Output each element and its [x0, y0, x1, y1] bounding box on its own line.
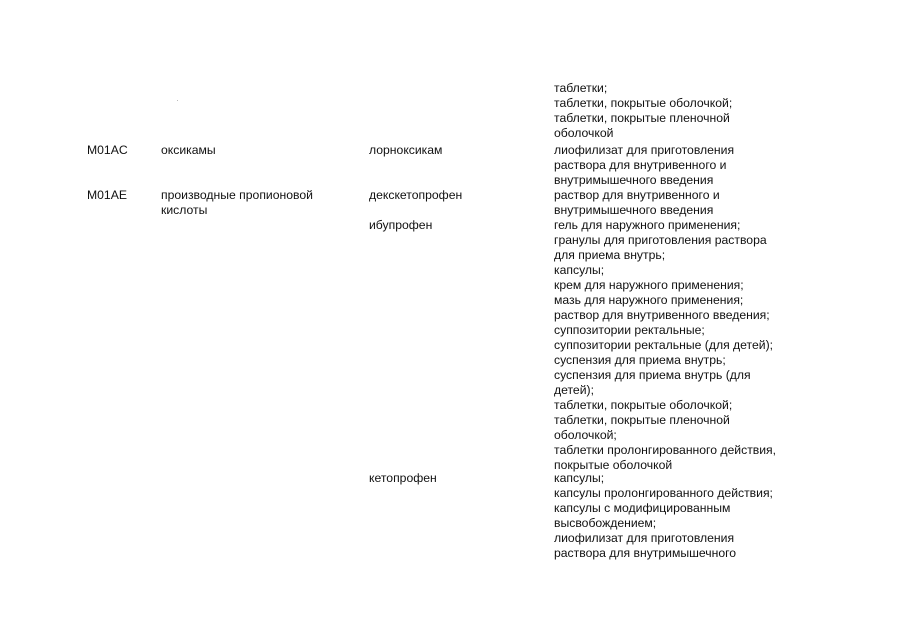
dosage-form-line: суппозитории ректальные; [554, 323, 705, 337]
dosage-forms-continued [554, 81, 732, 141]
dosage-form-line: таблетки, покрытые пленочной [554, 111, 730, 125]
dosage-form-line: капсулы с модифицированным [554, 501, 731, 515]
dosage-forms [554, 218, 776, 473]
dosage-form-line: оболочкой [554, 126, 614, 140]
dosage-form-line: таблетки, покрытые оболочкой; [554, 398, 733, 412]
dosage-forms [554, 471, 773, 561]
dosage-form-line: суппозитории ректальные (для детей); [554, 338, 774, 352]
dosage-form-line: оболочкой; [554, 428, 617, 442]
dosage-form-line: мазь для наружного применения; [554, 293, 744, 307]
dosage-form-line: раствора для внутримышечного [554, 546, 737, 560]
dosage-form-line: капсулы пролонгированного действия; [554, 486, 773, 500]
dosage-form-line: таблетки пролонгированного действия, [554, 443, 777, 457]
dosage-form-line: таблетки, покрытые оболочкой; [554, 96, 733, 110]
dosage-form-line: гранулы для приготовления раствора [554, 233, 767, 247]
dosage-form-line: суспензия для приема внутрь; [554, 353, 726, 367]
atc-group-name: производные пропионовой [161, 188, 313, 202]
dosage-form-line: крем для наружного применения; [554, 278, 744, 292]
dosage-form-line: детей); [554, 383, 594, 397]
drug-name: лорноксикам [369, 143, 443, 157]
dosage-form-line: капсулы; [554, 263, 605, 277]
drug-name: кетопрофен [369, 471, 437, 485]
drug-name: ибупрофен [369, 218, 433, 232]
dosage-form-line: покрытые оболочкой [554, 458, 673, 472]
dosage-form-line: таблетки, покрытые пленочной [554, 413, 730, 427]
dosage-form-line: суспензия для приема внутрь (для [554, 368, 751, 382]
atc-code: M01AE [87, 188, 127, 202]
dosage-form-line: для приема внутрь; [554, 248, 666, 262]
dosage-form-line: лиофилизат для приготовления [554, 143, 735, 157]
dosage-form-line: внутримышечного введения [554, 203, 714, 217]
atc-group-name: кислоты [161, 203, 208, 217]
dosage-form-line: таблетки; [554, 81, 608, 95]
dosage-form-line: раствор для внутривенного и [554, 188, 720, 202]
dosage-form-line: высвобождением; [554, 516, 657, 530]
dosage-form-line: внутримышечного введения [554, 173, 714, 187]
drug-name: декскетопрофен [369, 188, 463, 202]
atc-code: M01AC [87, 143, 128, 157]
atc-group-name: оксикамы [161, 143, 216, 157]
dosage-form-line: раствора для внутривенного и [554, 158, 727, 172]
dosage-form-line: капсулы; [554, 471, 605, 485]
dosage-form-line: раствор для внутривенного введения; [554, 308, 770, 322]
dosage-form-line: лиофилизат для приготовления [554, 531, 735, 545]
dosage-forms [554, 188, 720, 218]
scan-artifact-dot [177, 100, 178, 101]
dosage-form-line: гель для наружного применения; [554, 218, 741, 232]
dosage-forms [554, 143, 734, 188]
